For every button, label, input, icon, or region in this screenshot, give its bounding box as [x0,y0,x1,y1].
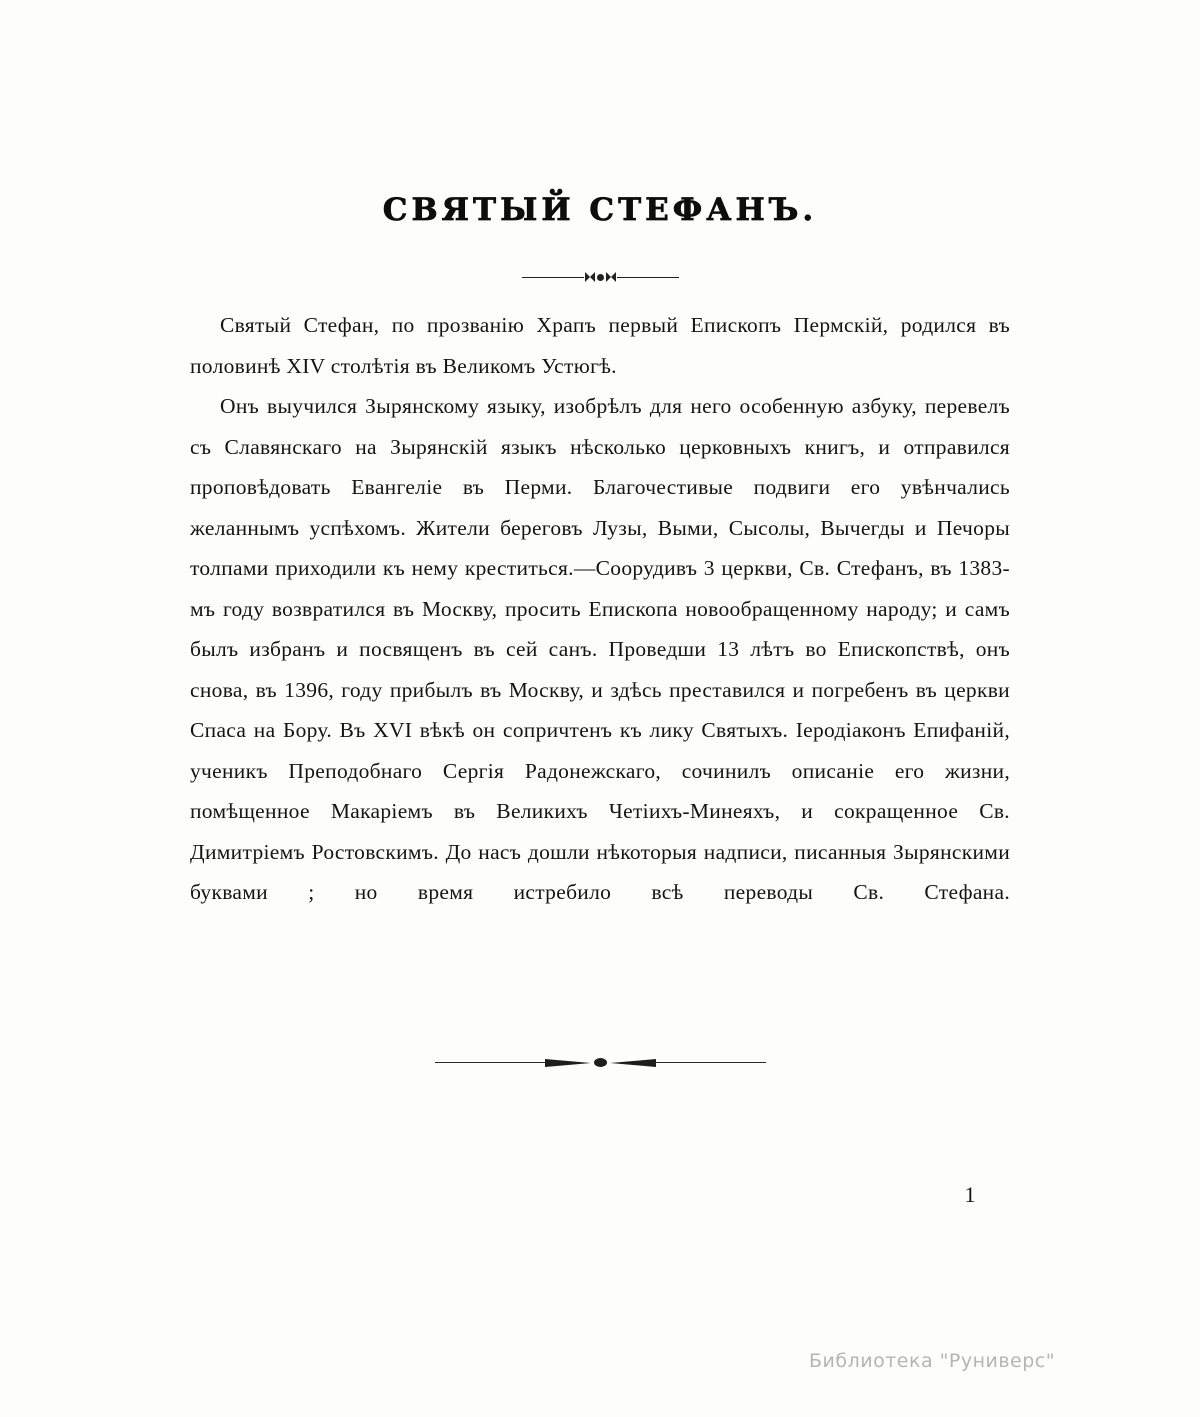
library-watermark: Библиотека "Руниверс" [809,1350,1055,1372]
divider-line-left-bottom [435,1062,545,1063]
divider-diamond-left [585,272,595,282]
ornamental-divider-bottom [0,1058,1200,1067]
page-number [0,1182,1200,1208]
divider-dot [597,274,604,281]
divider-taper-left [545,1059,591,1067]
paragraph-2: Онъ выучился Зырянскому языку, изобрѣлъ для него особенную азбуку, перевелъ съ Славянскаго на Зырянскій языкъ нѣсколько церковныхъ книгъ, и отправился проповѣдовать Евангеліе въ Перми. Благочестивые подвиги его увѣнчались желаннымъ успѣхомъ. Жители береговъ Лузы, Выми, Сысолы, Вычегды и Печоры толпами приходили къ нему креститься.—Соорудивъ 3 церкви, Св. Стефанъ, въ 1383-мъ году возвратился въ Москву, просить Епископа новообращенному народу; и самъ былъ избранъ и посвященъ въ сей санъ. Проведши 13 лѣтъ во Епископствѣ, онъ снова, въ 1396, году прибылъ въ Москву, и здѣсь преставился и погребенъ въ церкви Спаса на Бору. Въ XVI вѣкѣ он сопричтенъ къ лику Святыхъ. Іеродіаконъ Епифаній, ученикъ Преподобнаго Сергія Радонежскаго, сочинилъ описаніе его жизни, помѣщенное Макаріемъ въ Великихъ Четіихъ-Минеяхъ, и сокращенное Св. Димитріемъ Ростовскимъ. До насъ дошли нѣкоторыя надписи, писанныя Зырянскими буквами ; но время истребило всѣ переводы Св. Стефана. [190,394,1010,904]
divider-knot [594,1058,607,1067]
ornamental-divider-top [0,272,1200,282]
divider-diamond-right [606,272,616,282]
divider-taper-right [610,1059,656,1067]
body-text [190,305,1010,913]
divider-line-right [617,277,679,278]
divider-line-right-bottom [656,1062,766,1063]
page-number-value: 1 [964,1182,976,1207]
paragraph-1: Святый Стефан, по прозванію Храпъ первый Епископъ Пермскій, родился въ половинѣ XIV столѣтія въ Великомъ Устюгѣ. [190,313,1010,378]
page-title: СВЯТЫЙ СТЕФАНЪ. [382,192,818,228]
divider-line-left [522,277,584,278]
